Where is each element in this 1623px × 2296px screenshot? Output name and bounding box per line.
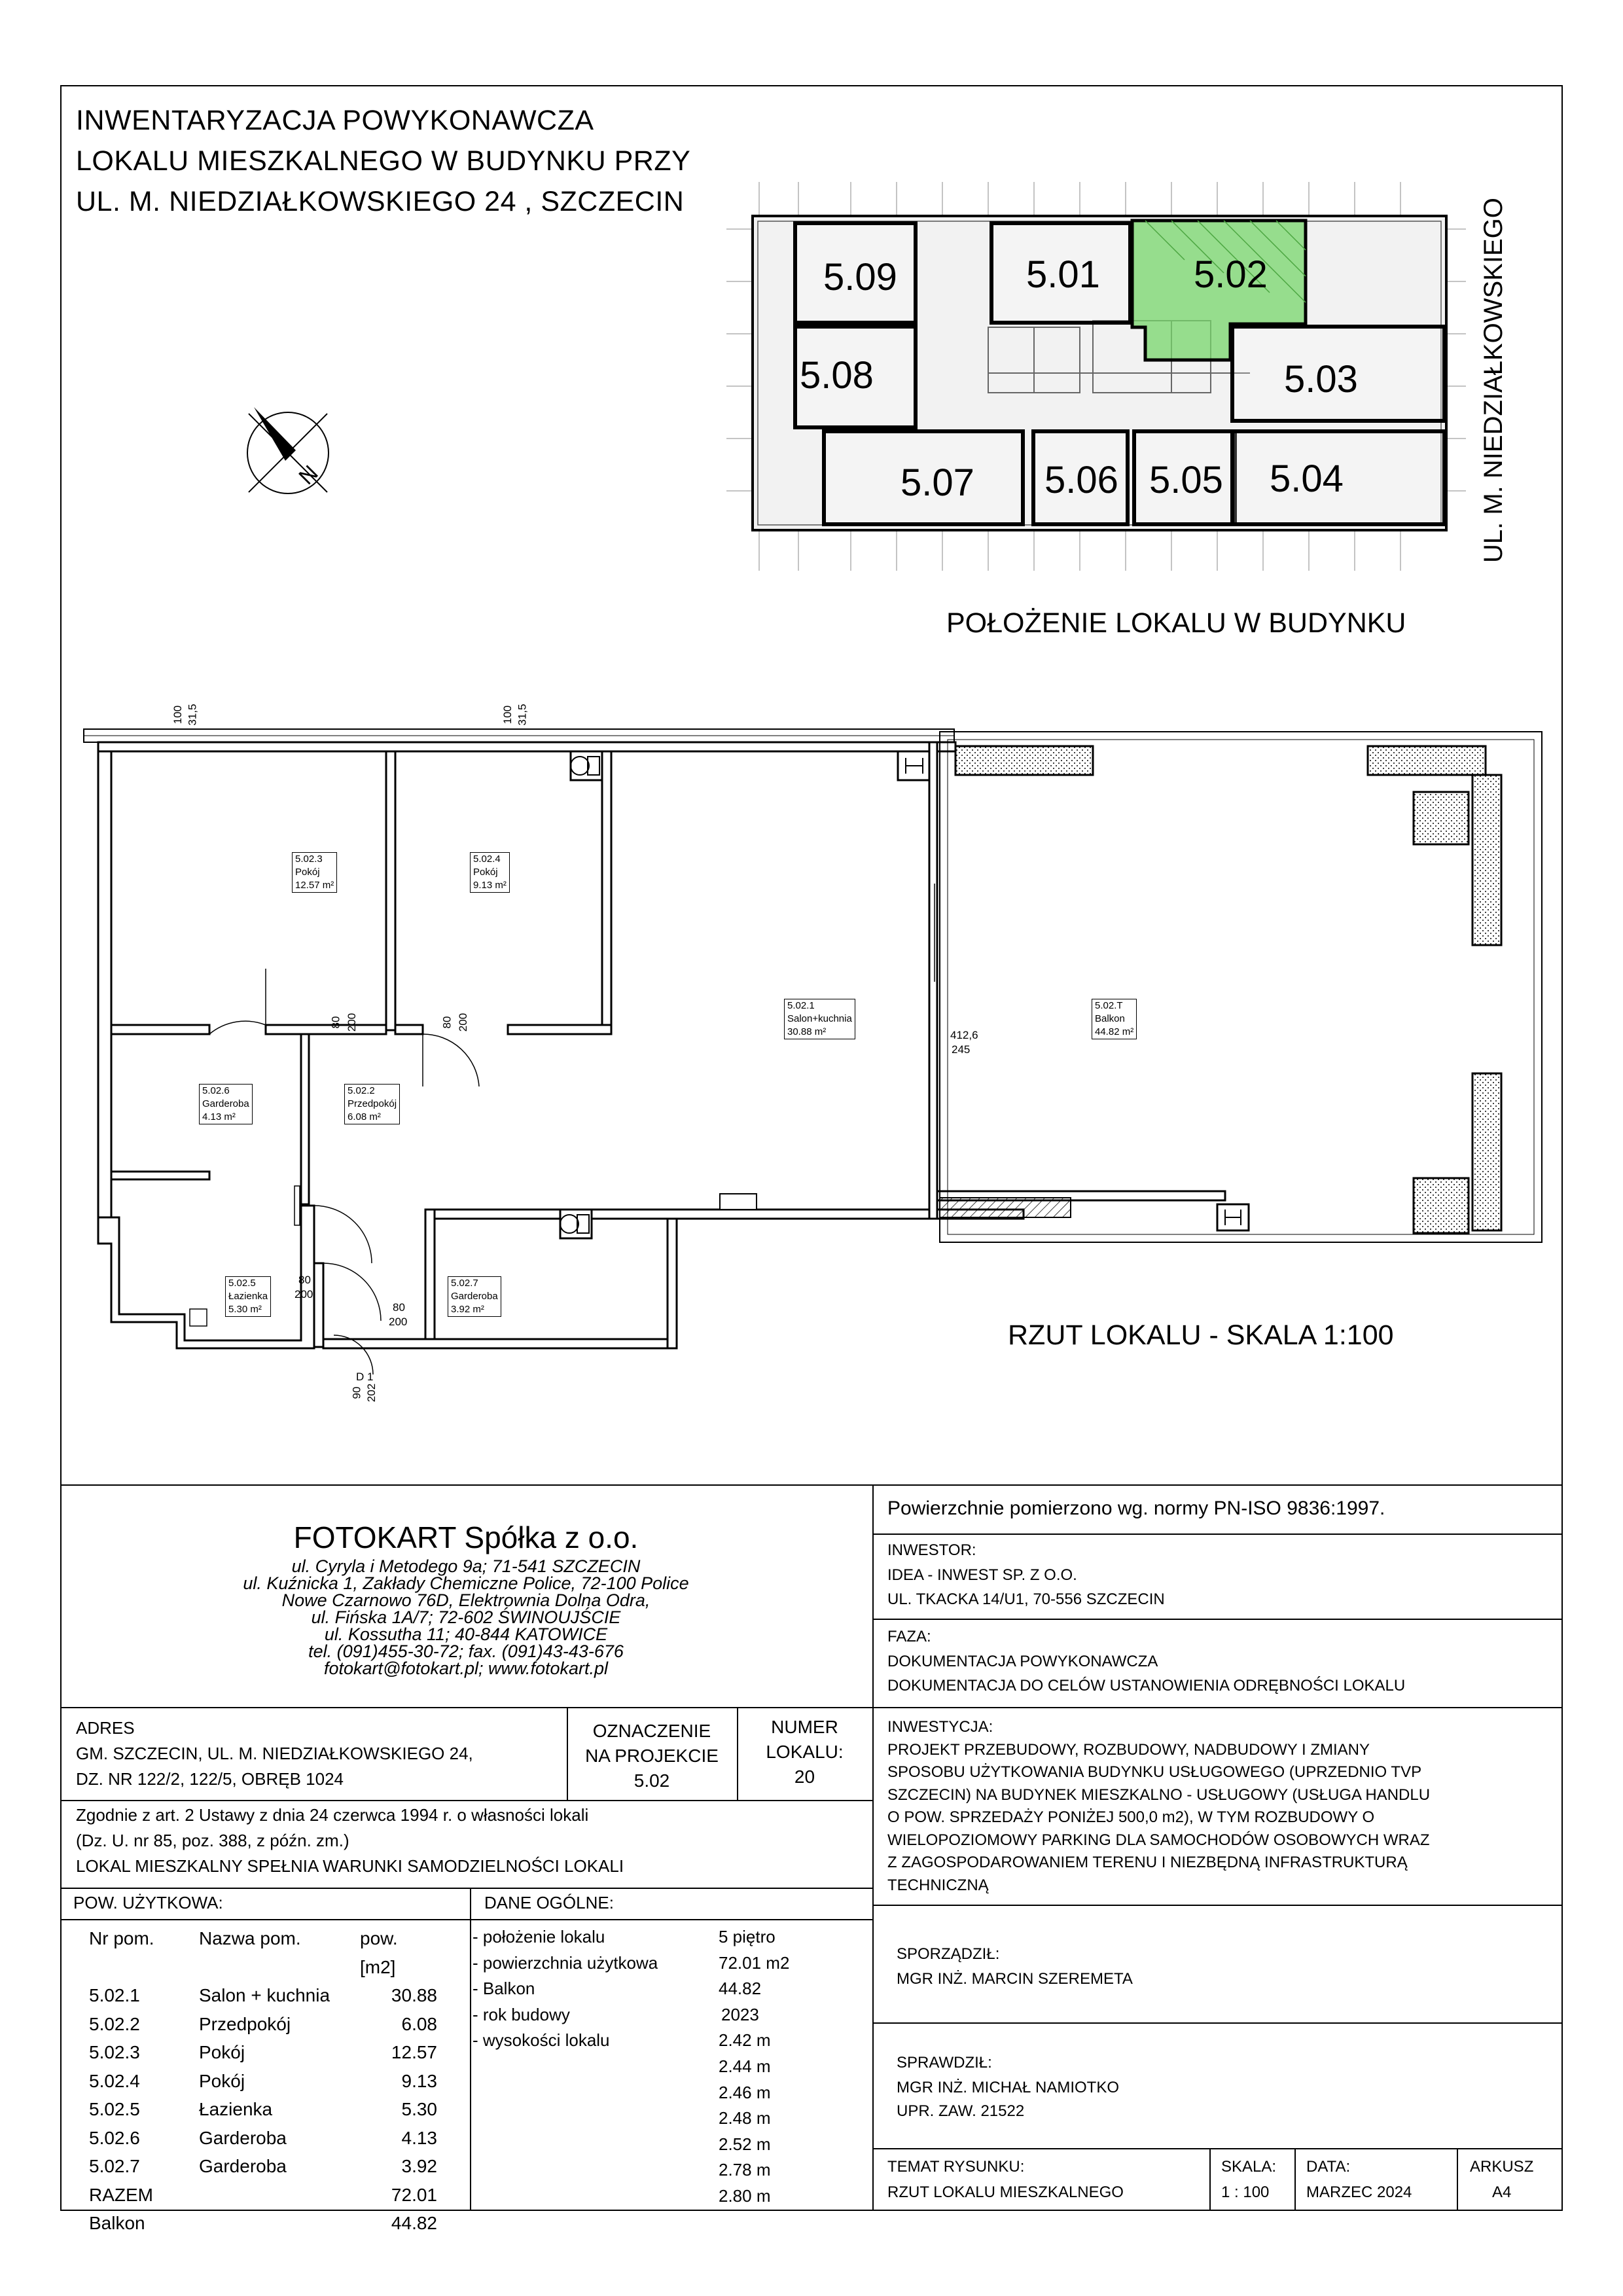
header-nr: Nr pom. bbox=[89, 1928, 154, 1948]
dim-window-1b: 31,5 bbox=[186, 704, 199, 726]
title-line-2: LOKALU MIESZKALNEGO W BUDYNKU PRZY bbox=[76, 145, 691, 177]
cell-nr: 5.02.1 bbox=[89, 1985, 140, 2005]
room-name: Przedpokój bbox=[348, 1098, 397, 1109]
room-area: 5.30 m² bbox=[228, 1304, 262, 1315]
floor-plan-caption: RZUT LOKALU - SKALA 1:100 bbox=[1008, 1319, 1394, 1351]
room-tag bbox=[1092, 999, 1137, 1039]
table-row bbox=[89, 2067, 437, 2096]
total-label: RAZEM bbox=[89, 2184, 153, 2205]
dim-door: 80 bbox=[329, 1016, 342, 1029]
company-line: tel. (091)455-30-72; fax. (091)43-43-676 bbox=[308, 1641, 624, 1661]
dim-d1b: 202 bbox=[365, 1383, 378, 1403]
company-line: ul. Kossutha 11; 40-844 KATOWICE bbox=[324, 1624, 608, 1644]
general-key: - rok budowy bbox=[473, 2004, 570, 2024]
dim-door: 80 bbox=[393, 1301, 405, 1314]
cell-nr: 5.02.3 bbox=[89, 2042, 140, 2062]
general-key: - wysokości lokalu bbox=[473, 2030, 610, 2051]
dim-door: 200 bbox=[457, 1013, 470, 1032]
height-value: 2.80 m bbox=[719, 2185, 771, 2206]
divider bbox=[60, 1800, 873, 1801]
investor-name: IDEA - INWEST SP. Z O.O. bbox=[887, 1566, 1077, 1584]
cell-name: Garderoba bbox=[199, 2156, 287, 2176]
flat-label-503: 5.03 bbox=[1284, 358, 1358, 401]
investment-line: O POW. SPRZEDAŻY PONIŻEJ 500,0 m2), W TYM ROZBUDOWY O bbox=[887, 1808, 1375, 1826]
divider bbox=[872, 2148, 1563, 2149]
dim-window-2: 100 bbox=[501, 705, 514, 725]
room-name: Łazienka bbox=[228, 1291, 268, 1302]
investment-line: WIELOPOZIOMOWY PARKING DLA SAMOCHODÓW OSOBOWYCH WRAZ bbox=[887, 1831, 1430, 1849]
cell-name: Pokój bbox=[199, 2042, 245, 2062]
cell-name: Łazienka bbox=[199, 2099, 273, 2119]
height-value: 2.52 m bbox=[719, 2134, 771, 2154]
flat-label-508: 5.08 bbox=[800, 354, 874, 397]
cell-name: Pokój bbox=[199, 2070, 245, 2091]
height-value: 2.78 m bbox=[719, 2160, 771, 2180]
room-code: 5.02.4 bbox=[473, 853, 501, 865]
dim-d1: D 1 bbox=[356, 1371, 374, 1383]
room-code: 5.02.T bbox=[1095, 1000, 1123, 1011]
investment-line: PROJEKT PRZEBUDOWY, ROZBUDOWY, NADBUDOWY I ZMIANY bbox=[887, 1740, 1370, 1759]
checked-permit: UPR. ZAW. 21522 bbox=[897, 2102, 1025, 2120]
designation-value: 5.02 bbox=[633, 1770, 670, 1791]
dim-d1a: 90 bbox=[350, 1386, 363, 1399]
street-label: UL. M. NIEDZIAŁKOWSKIEGO bbox=[1479, 198, 1508, 563]
phase-line: DOKUMENTACJA DO CELÓW USTANOWIENIA ODRĘBNOŚCI LOKALU bbox=[887, 1677, 1406, 1695]
dim-door: 80 bbox=[298, 1274, 311, 1286]
cell-area: 9.13 bbox=[401, 2070, 437, 2091]
dim-door: 200 bbox=[346, 1013, 359, 1032]
header-area: pow.[m2] bbox=[360, 1928, 398, 1977]
dim-door: 200 bbox=[294, 1288, 313, 1300]
cell-nr: 5.02.6 bbox=[89, 2127, 140, 2148]
flat-label-504: 5.04 bbox=[1270, 457, 1344, 500]
dim-height: 245 bbox=[952, 1043, 971, 1056]
flat-label-505: 5.05 bbox=[1149, 459, 1223, 501]
divider bbox=[872, 1619, 1563, 1620]
prepared-name: MGR INŻ. MARCIN SZEREMETA bbox=[897, 1970, 1133, 1988]
room-area: 12.57 m² bbox=[295, 880, 334, 891]
cell-area: 12.57 bbox=[391, 2042, 437, 2062]
divider bbox=[872, 2022, 1563, 2024]
sheet-label: ARKUSZ bbox=[1470, 2158, 1534, 2176]
room-name: Balkon bbox=[1095, 1013, 1125, 1024]
topic-label: TEMAT RYSUNKU: bbox=[887, 2158, 1025, 2176]
room-area: 3.92 m² bbox=[451, 1304, 484, 1315]
investment-line: SZCZECIN) NA BUDYNEK MIESZKALNO - USŁUGOWY (USŁUGA HANDLU bbox=[887, 1785, 1431, 1804]
room-code: 5.02.6 bbox=[202, 1085, 230, 1096]
unit-number-value: 20 bbox=[794, 1767, 815, 1787]
sheet-value: A4 bbox=[1492, 2183, 1512, 2201]
room-area: 6.08 m² bbox=[348, 1111, 381, 1122]
room-name: Pokój bbox=[473, 867, 498, 878]
general-data-label: DANE OGÓLNE: bbox=[484, 1893, 614, 1912]
cell-name: Salon + kuchnia bbox=[199, 1985, 330, 2005]
title-line-1: INWENTARYZACJA POWYKONAWCZA bbox=[76, 105, 594, 136]
location-caption: POŁOŻENIE LOKALU W BUDYNKU bbox=[946, 607, 1406, 639]
room-name: Garderoba bbox=[202, 1098, 249, 1109]
height-value: 2.48 m bbox=[719, 2108, 771, 2128]
general-row bbox=[473, 1976, 789, 2002]
flat-label-501: 5.01 bbox=[1026, 253, 1100, 296]
divider bbox=[60, 1484, 1563, 1486]
divider bbox=[872, 1484, 874, 2210]
divider bbox=[470, 1888, 471, 2211]
investment-line: TECHNICZNĄ bbox=[887, 1876, 989, 1894]
cell-area: 4.13 bbox=[401, 2127, 437, 2148]
general-row bbox=[473, 1924, 789, 1950]
address-label: ADRES bbox=[76, 1718, 135, 1738]
company-line: ul. Kuźnicka 1, Zakłady Chemiczne Police, 72-100 Police bbox=[243, 1573, 689, 1593]
divider bbox=[1294, 2148, 1296, 2211]
scale-value: 1 : 100 bbox=[1221, 2183, 1270, 2201]
dim-window-1: 100 bbox=[171, 705, 185, 725]
address-line: GM. SZCZECIN, UL. M. NIEDZIAŁKOWSKIEGO 24, bbox=[76, 1744, 473, 1763]
legal-line: (Dz. U. nr 85, poz. 388, z późn. zm.) bbox=[76, 1831, 349, 1850]
room-tag bbox=[344, 1084, 400, 1124]
general-key: - Balkon bbox=[473, 1979, 535, 1999]
general-value: 72.01 m2 bbox=[719, 1952, 790, 1973]
room-tag bbox=[470, 852, 510, 893]
company-address bbox=[60, 1558, 872, 1677]
dim-door: 80 bbox=[440, 1016, 454, 1029]
checked-name: MGR INŻ. MICHAŁ NAMIOTKO bbox=[897, 2079, 1120, 2096]
general-row bbox=[473, 2028, 789, 2054]
room-area: 30.88 m² bbox=[787, 1026, 827, 1037]
dim-height: 412,6 bbox=[950, 1029, 978, 1041]
room-area: 4.13 m² bbox=[202, 1111, 236, 1122]
company-line: Nowe Czarnowo 76D, Elektrownia Dolna Odra, bbox=[281, 1590, 651, 1610]
date-value: MARZEC 2024 bbox=[1306, 2183, 1412, 2201]
investment-line: Z ZAGOSPODAROWANIEM TERENU I NIEZBĘDNĄ INFRASTRUKTURĄ bbox=[887, 1854, 1408, 1871]
header-name: Nazwa pom. bbox=[199, 1928, 301, 1948]
prepared-label: SPORZĄDZIŁ: bbox=[897, 1945, 1000, 1963]
designation-label: OZNACZENIE bbox=[592, 1721, 711, 1741]
room-tag bbox=[292, 852, 337, 893]
room-tag bbox=[784, 999, 855, 1039]
room-tag bbox=[225, 1276, 271, 1317]
svg-text:N: N bbox=[294, 460, 323, 490]
room-tag bbox=[448, 1276, 501, 1317]
unit-number-label: NUMER bbox=[771, 1717, 838, 1737]
room-name: Salon+kuchnia bbox=[787, 1013, 852, 1024]
general-row bbox=[473, 1950, 789, 1977]
cell-nr: 5.02.2 bbox=[89, 2013, 140, 2034]
room-code: 5.02.2 bbox=[348, 1085, 375, 1096]
investment-block bbox=[887, 1716, 1430, 1897]
flat-label-507: 5.07 bbox=[901, 461, 974, 504]
table-row bbox=[89, 2152, 437, 2181]
table-row bbox=[89, 1981, 437, 2010]
room-area: 44.82 m² bbox=[1095, 1026, 1134, 1037]
company-line: ul. Fińska 1A/7; 72-602 ŚWINOUJŚCIE bbox=[311, 1607, 621, 1627]
checked-label: SPRAWDZIŁ: bbox=[897, 2054, 992, 2072]
table-row bbox=[89, 2010, 437, 2039]
designation-label: NA PROJEKCIE bbox=[585, 1746, 719, 1766]
company-name: FOTOKART Spółka z o.o. bbox=[293, 1520, 639, 1554]
investment-label: INWESTYCJA: bbox=[887, 1718, 993, 1736]
height-value: 2.46 m bbox=[719, 2082, 771, 2102]
divider bbox=[872, 1905, 1563, 1906]
table-header bbox=[89, 1924, 437, 1981]
investor-address: UL. TKACKA 14/U1, 70-556 SZCZECIN bbox=[887, 1590, 1165, 1608]
general-data-block bbox=[473, 1924, 789, 2210]
flat-label-509: 5.09 bbox=[823, 256, 897, 298]
investment-line: SPOSOBU UŻYTKOWANIA BUDYNKU USŁUGOWEGO (UPRZEDNIO TVP bbox=[887, 1763, 1422, 1781]
general-value: 2023 bbox=[721, 2004, 759, 2024]
cell-area: 5.30 bbox=[401, 2099, 437, 2119]
cell-name: Przedpokój bbox=[199, 2013, 291, 2034]
date-label: DATA: bbox=[1306, 2158, 1351, 2176]
usable-area-label: POW. UŻYTKOWA: bbox=[73, 1893, 223, 1912]
table-balcony-row bbox=[89, 2209, 437, 2238]
usable-area-table bbox=[89, 1924, 437, 2238]
topic-value: RZUT LOKALU MIESZKALNEGO bbox=[887, 2183, 1124, 2201]
cell-nr: 5.02.7 bbox=[89, 2156, 140, 2176]
cell-nr: 5.02.4 bbox=[89, 2070, 140, 2091]
room-code: 5.02.3 bbox=[295, 853, 323, 865]
phase-label: FAZA: bbox=[887, 1628, 931, 1645]
location-plan bbox=[726, 177, 1472, 576]
general-value: 5 piętro bbox=[719, 1927, 776, 1946]
divider bbox=[60, 1919, 873, 1920]
unit-number-cell bbox=[737, 1715, 872, 1789]
cell-area: 6.08 bbox=[401, 2013, 437, 2034]
divider bbox=[60, 1707, 1563, 1708]
divider bbox=[1457, 2148, 1458, 2211]
unit-number-label: LOKALU: bbox=[766, 1742, 844, 1762]
cell-nr: 5.02.5 bbox=[89, 2099, 140, 2119]
room-area: 9.13 m² bbox=[473, 880, 507, 891]
room-code: 5.02.1 bbox=[787, 1000, 815, 1011]
general-key: - powierzchnia użytkowa bbox=[473, 1952, 658, 1973]
dim-window-2b: 31,5 bbox=[516, 704, 529, 726]
balcony-label: Balkon bbox=[89, 2213, 145, 2233]
height-value: 2.44 m bbox=[719, 2056, 771, 2076]
legal-line: Zgodnie z art. 2 Ustawy z dnia 24 czerwca 1994 r. o własności lokali bbox=[76, 1805, 589, 1825]
measurement-norm: Powierzchnie pomierzono wg. normy PN-ISO 9836:1997. bbox=[887, 1498, 1385, 1519]
cell-name: Garderoba bbox=[199, 2127, 287, 2148]
table-row bbox=[89, 2038, 437, 2067]
dim-door: 200 bbox=[389, 1316, 408, 1328]
legal-line: LOKAL MIESZKALNY SPEŁNIA WARUNKI SAMODZIELNOŚCI LOKALI bbox=[76, 1856, 624, 1876]
room-code: 5.02.5 bbox=[228, 1278, 256, 1289]
divider bbox=[60, 1888, 873, 1889]
total-value: 72.01 bbox=[391, 2184, 437, 2205]
company-line: ul. Cyryla i Metodego 9a; 71-541 SZCZECIN bbox=[291, 1556, 641, 1576]
cell-area: 3.92 bbox=[401, 2156, 437, 2176]
room-name: Garderoba bbox=[451, 1291, 498, 1302]
room-tag bbox=[199, 1084, 253, 1124]
address-line: DZ. NR 122/2, 122/5, OBRĘB 1024 bbox=[76, 1769, 344, 1789]
investor-label: INWESTOR: bbox=[887, 1541, 976, 1559]
balcony-value: 44.82 bbox=[391, 2213, 437, 2233]
designation-cell bbox=[567, 1719, 737, 1793]
divider bbox=[1209, 2148, 1211, 2211]
flat-label-502: 5.02 bbox=[1194, 253, 1268, 296]
table-row bbox=[89, 2095, 437, 2124]
room-code: 5.02.7 bbox=[451, 1278, 478, 1289]
title-line-3: UL. M. NIEDZIAŁKOWSKIEGO 24 , SZCZECIN bbox=[76, 186, 685, 217]
scale-label: SKALA: bbox=[1221, 2158, 1277, 2176]
divider bbox=[872, 1534, 1563, 1535]
company-line: fotokart@fotokart.pl; www.fotokart.pl bbox=[323, 1659, 609, 1678]
table-row bbox=[89, 2124, 437, 2153]
general-value: 44.82 bbox=[719, 1979, 762, 1999]
table-total-row bbox=[89, 2181, 437, 2210]
cell-area: 30.88 bbox=[391, 1985, 437, 2005]
flat-label-506: 5.06 bbox=[1044, 459, 1118, 501]
general-key: - położenie lokalu bbox=[473, 1927, 605, 1946]
general-value: 2.42 m bbox=[719, 2030, 771, 2051]
room-name: Pokój bbox=[295, 867, 320, 878]
north-arrow-icon bbox=[236, 401, 340, 505]
phase-line: DOKUMENTACJA POWYKONAWCZA bbox=[887, 1653, 1158, 1670]
general-row bbox=[473, 2002, 789, 2028]
